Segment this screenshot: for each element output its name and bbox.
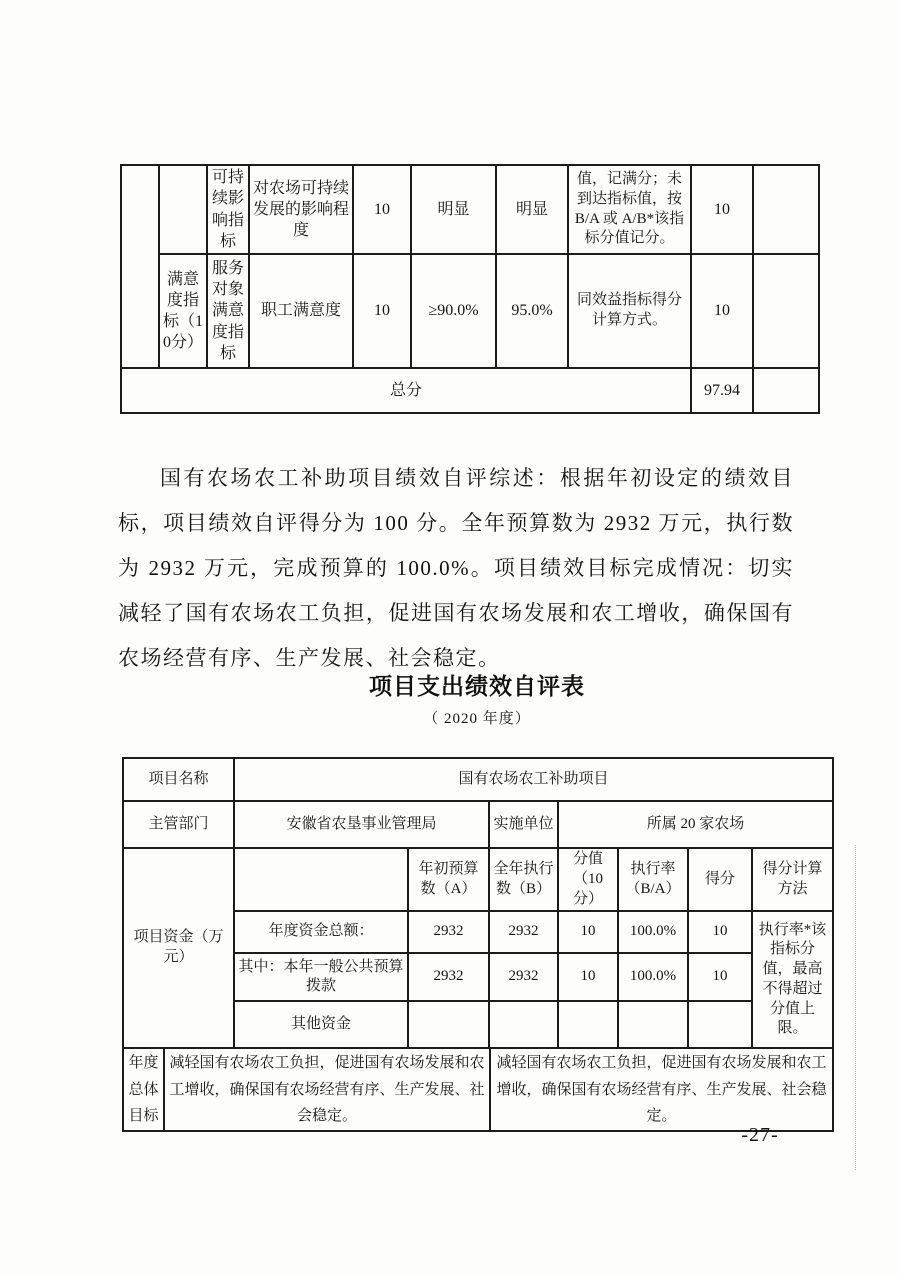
cell-points-sustain: 10 (353, 165, 411, 254)
cell-subcategory-sustain: 可持续影响指标 (207, 165, 249, 254)
cell-scoring-note-satisfaction: 同效益指标得分计算方式。 (568, 254, 691, 368)
cell-fundrow-total-score: 10 (688, 911, 752, 953)
cell-fundrow-other-label: 其他资金 (234, 1001, 408, 1048)
form-title: 项目支出绩效自评表 (369, 673, 585, 699)
self-eval-form-table (122, 757, 834, 1132)
cell-dept-label: 主管部门 (123, 801, 234, 848)
cell-annual-goal-right: 减轻国有农场农工负担，促进国有农场发展和农工增收，确保国有农场经营有序、生产发展、社会稳定。 (490, 1048, 833, 1131)
page-number: -27- (741, 1124, 779, 1146)
cell-total-remark (753, 368, 819, 413)
cell-header-budget: 年初预算数（A） (408, 848, 489, 911)
annual-goal-row (122, 1047, 834, 1132)
cell-target-satisfaction: ≥90.0% (411, 254, 496, 368)
cell-total-label: 总分 (121, 368, 691, 413)
cell-header-method: 得分计算方法 (752, 848, 833, 911)
cell-fundrow-public-executed: 2932 (489, 953, 558, 1001)
self-eval-form-grid (122, 757, 834, 1049)
cell-header-executed: 全年执行数（B） (489, 848, 558, 911)
indicator-score-table (120, 164, 820, 414)
cell-indicator-satisfaction: 职工满意度 (249, 254, 353, 368)
cell-method-note: 执行率*该指标分值，最高不得超过分值上限。 (752, 911, 833, 1048)
cell-target-sustain: 明显 (411, 165, 496, 254)
cell-impl-label: 实施单位 (489, 801, 558, 848)
cell-header-rate: 执行率（B/A） (618, 848, 688, 911)
cell-fundrow-public-rate: 100.0% (618, 953, 688, 1001)
cell-fundrow-total-points: 10 (558, 911, 618, 953)
cell-impl-value: 所属 20 家农场 (558, 801, 833, 848)
cell-fundrow-total-label: 年度资金总额： (234, 911, 408, 953)
cell-fundrow-total-budget: 2932 (408, 911, 489, 953)
cell-dept-value: 安徽省农垦事业管理局 (234, 801, 489, 848)
cell-fundrow-other-points (558, 1001, 618, 1048)
cell-remark-satisfaction (753, 254, 819, 368)
cell-funds-label: 项目资金（万元） (123, 848, 234, 1048)
cell-fundrow-total-executed: 2932 (489, 911, 558, 953)
cell-project-name-value: 国有农场农工补助项目 (234, 758, 833, 801)
cell-fundrow-public-score: 10 (688, 953, 752, 1001)
cell-points-satisfaction: 10 (353, 254, 411, 368)
cell-fundrow-public-budget: 2932 (408, 953, 489, 1001)
cell-funds-sublabel-empty (234, 848, 408, 911)
cell-fundrow-other-budget (408, 1001, 489, 1048)
cell-subcategory-satisfaction: 服务对象满意度指标 (207, 254, 249, 368)
self-eval-summary-paragraph: 国有农场农工补助项目绩效自评综述：根据年初设定的绩效目标，项目绩效自评得分为 100 分。全年预算数为 2932 万元，执行数为 2932 万元，完成预算的 100.0%。项目绩效目标完成情况：切实减轻了国有农场农工负担，促进国有农场发展和农工增收，确保国有农场经营有序、生产发展、社会稳定。 (118, 466, 794, 670)
form-subtitle-year: （ 2020 年度） (423, 711, 531, 727)
cell-remark-sustain (753, 165, 819, 254)
cell-header-score: 得分 (688, 848, 752, 911)
cell-header-points: 分值（10分） (558, 848, 618, 911)
cell-group-empty (121, 165, 159, 368)
cell-annual-goal-label: 年度总体目标 (123, 1048, 164, 1131)
cell-actual-sustain: 明显 (496, 165, 568, 254)
cell-category-satisfaction: 满意度指标（10分） (159, 254, 207, 368)
cell-fundrow-other-score (688, 1001, 752, 1048)
cell-project-name-label: 项目名称 (123, 758, 234, 801)
cell-score-satisfaction: 10 (691, 254, 753, 368)
cell-fundrow-other-rate (618, 1001, 688, 1048)
cell-fundrow-total-rate: 100.0% (618, 911, 688, 953)
cell-category-empty (159, 165, 207, 254)
cell-indicator-sustain: 对农场可持续发展的影响程度 (249, 165, 353, 254)
cell-annual-goal-left: 减轻国有农场农工负担，促进国有农场发展和农工增收，确保国有农场经营有序、生产发展、社会稳定。 (164, 1048, 490, 1131)
cell-fundrow-other-executed (489, 1001, 558, 1048)
cell-actual-satisfaction: 95.0% (496, 254, 568, 368)
scan-binding-artifact-line (855, 845, 856, 1170)
cell-score-sustain: 10 (691, 165, 753, 254)
cell-total-score: 97.94 (691, 368, 753, 413)
cell-fundrow-public-points: 10 (558, 953, 618, 1001)
cell-scoring-note-sustain: 值，记满分；未到达指标值，按 B/A 或 A/B*该指标分值记分。 (568, 165, 691, 254)
cell-fundrow-public-label: 其中：本年一般公共预算拨款 (234, 953, 408, 1001)
form-title-block (122, 668, 832, 728)
